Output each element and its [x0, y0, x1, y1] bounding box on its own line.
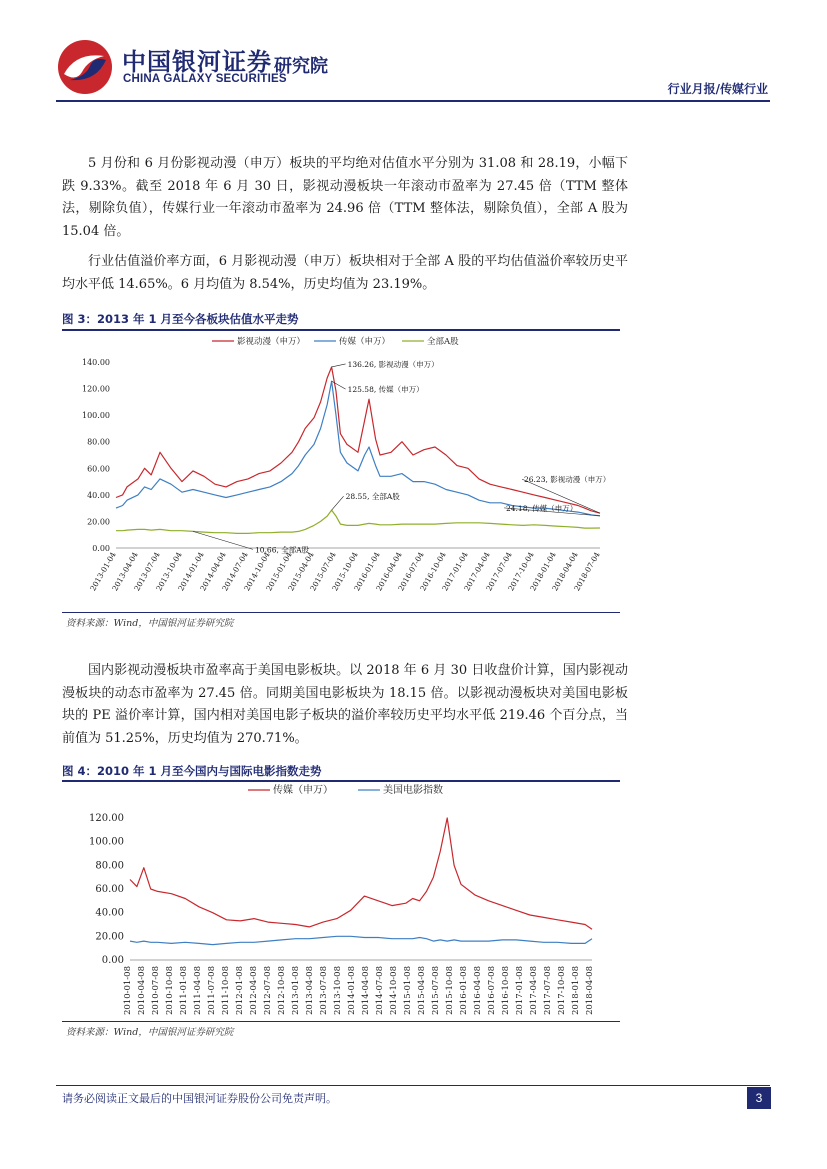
- figure4-source: 资料来源：Wind，中国银河证券研究院: [66, 1027, 234, 1038]
- x-tick-label: 2016-04-04: [374, 550, 404, 593]
- annotation-leader: [332, 496, 344, 510]
- page-number: 3: [747, 1087, 771, 1109]
- x-tick-label: 2018-04-04: [550, 550, 580, 593]
- report-category: 行业月报/传媒行业: [667, 82, 768, 96]
- paragraph-valuation: 5 月份和 6 月份影视动漫（申万）板块的平均绝对估值水平分别为 31.08 和 28.19，小幅下跌 9.33%。截至 2018 年 6 月 30 日，影视动漫板块一年滚动市盈率为 27.45 倍（TTM 整体法，剔除负值），传媒行业一年滚动市盈率为 24.96 倍（TTM 整体法，剔除负值），全部 A 股为 15.04 倍。: [62, 156, 628, 239]
- x-tick-label: 2015-04-04: [286, 550, 316, 593]
- x-tick-label: 2011-01-08: [179, 966, 189, 1016]
- legend-label: 全部A股: [427, 337, 459, 347]
- annotation-label: 26.23, 影视动漫（申万）: [524, 475, 611, 485]
- y-tick-label: 0.00: [92, 544, 110, 553]
- x-tick-label: 2013-01-04: [88, 550, 118, 593]
- x-tick-label: 2017-01-04: [440, 550, 470, 593]
- figure4-chart: [62, 782, 620, 1020]
- y-tick-label: 100.00: [89, 836, 124, 848]
- x-tick-label: 2013-10-04: [154, 550, 184, 593]
- legend-label: 影视动漫（申万）: [237, 337, 306, 347]
- galaxy-logo: [56, 38, 114, 96]
- x-tick-label: 2015-10-04: [330, 550, 360, 593]
- x-tick-label: 2011-07-08: [207, 966, 217, 1016]
- y-tick-label: 40.00: [95, 907, 124, 919]
- x-tick-label: 2017-04-04: [462, 550, 492, 593]
- x-tick-label: 2014-10-08: [389, 966, 399, 1016]
- annotation-label: 28.55, 全部A股: [345, 492, 400, 502]
- x-tick-label: 2017-04-08: [529, 966, 539, 1016]
- x-tick-label: 2013-01-08: [291, 966, 301, 1016]
- x-tick-label: 2016-07-04: [396, 550, 426, 593]
- x-tick-label: 2012-07-08: [263, 966, 273, 1016]
- annotation-label: 125.58, 传媒（申万）: [347, 385, 424, 395]
- y-tick-label: 80.00: [87, 437, 110, 447]
- x-tick-label: 2018-04-08: [585, 966, 595, 1016]
- footer-divider: [56, 1085, 770, 1086]
- annotation-leader: [193, 531, 253, 549]
- header-divider: [56, 100, 770, 102]
- y-tick-label: 80.00: [95, 860, 124, 872]
- x-tick-label: 2016-10-04: [418, 550, 448, 593]
- figure3-title: 图 3：2013 年 1 月至今各板块估值水平走势: [62, 312, 299, 326]
- annotation-label: 24.18, 传媒（申万）: [506, 503, 578, 513]
- x-tick-label: 2015-10-08: [445, 966, 455, 1016]
- x-tick-label: 2016-10-08: [501, 966, 511, 1016]
- brand-name-cn: 中国银河证券: [122, 48, 272, 76]
- x-tick-label: 2014-01-08: [347, 966, 357, 1016]
- x-tick-label: 2015-01-08: [403, 966, 413, 1016]
- x-tick-label: 2017-01-08: [515, 966, 525, 1016]
- x-tick-label: 2010-01-08: [123, 966, 133, 1016]
- y-tick-label: 0.00: [101, 955, 124, 966]
- x-tick-label: 2014-07-04: [220, 550, 250, 593]
- paragraph-premium: 行业估值溢价率方面，6 月影视动漫（申万）板块相对于全部 A 股的平均估值溢价率较历史平均水平低 14.65%。6 月均值为 8.54%，历史均值为 23.19%。: [62, 254, 628, 292]
- y-tick-label: 20.00: [95, 931, 124, 943]
- x-tick-label: 2014-07-08: [375, 966, 385, 1016]
- x-tick-label: 2016-01-04: [352, 550, 382, 593]
- x-tick-label: 2013-04-08: [305, 966, 315, 1016]
- series-line-0: [130, 818, 592, 929]
- series-line-2: [116, 510, 600, 533]
- x-tick-label: 2017-10-08: [557, 966, 567, 1016]
- figure3-bottom-rule: [62, 612, 620, 613]
- x-tick-label: 2011-04-08: [193, 966, 203, 1016]
- legend-label: 传媒（申万）: [273, 785, 333, 796]
- x-tick-label: 2016-04-08: [473, 966, 483, 1016]
- y-tick-label: 60.00: [87, 464, 110, 474]
- figure3-top-rule: [62, 329, 620, 331]
- y-tick-label: 100.00: [82, 411, 110, 421]
- brand-name-en: CHINA GALAXY SECURITIES: [123, 73, 287, 85]
- paragraph-us-comparison: 国内影视动漫板块市盈率高于美国电影板块。以 2018 年 6 月 30 日收盘价计算，国内影视动漫板块的动态市盈率为 27.45 倍。同期美国电影板块为 18.15 倍。以影视动漫板块对美国电影板块的 PE 溢价率计算，国内相对美国电影子板块的溢价率较历史平均水平低 219.46 个百分点，当前值为 51.25%，历史均值为 270.71%。: [62, 663, 628, 746]
- annotation-leader: [332, 381, 346, 389]
- x-tick-label: 2010-04-08: [137, 966, 147, 1016]
- x-tick-label: 2018-01-04: [528, 550, 558, 593]
- x-tick-label: 2012-10-08: [277, 966, 287, 1016]
- x-tick-label: 2013-10-08: [333, 966, 343, 1016]
- annotation-leader: [332, 364, 346, 367]
- y-tick-label: 60.00: [95, 884, 124, 895]
- y-tick-label: 120.00: [82, 384, 110, 394]
- y-tick-label: 140.00: [82, 358, 110, 367]
- annotation-label: 10.66, 全部A股: [255, 545, 310, 555]
- y-tick-label: 120.00: [89, 813, 124, 824]
- x-tick-label: 2015-07-08: [431, 966, 441, 1016]
- x-tick-label: 2018-07-04: [572, 550, 602, 593]
- legend-label: 传媒（申万）: [339, 337, 391, 347]
- x-tick-label: 2016-07-08: [487, 966, 497, 1016]
- x-tick-label: 2010-10-08: [165, 966, 175, 1016]
- x-tick-label: 2018-01-08: [571, 966, 581, 1016]
- y-tick-label: 40.00: [87, 490, 110, 500]
- legend-label: 美国电影指数: [383, 785, 443, 796]
- x-tick-label: 2010-07-08: [151, 966, 161, 1016]
- x-tick-label: 2013-04-04: [110, 550, 140, 593]
- x-tick-label: 2012-04-08: [249, 966, 259, 1016]
- x-tick-label: 2015-07-04: [308, 550, 338, 593]
- x-tick-label: 2013-07-08: [319, 966, 329, 1016]
- figure3-source: 资料来源：Wind，中国银河证券研究院: [66, 618, 234, 629]
- x-tick-label: 2015-04-08: [417, 966, 427, 1016]
- x-tick-label: 2016-01-08: [459, 966, 469, 1016]
- x-tick-label: 2012-01-08: [235, 966, 245, 1016]
- x-tick-label: 2011-10-08: [221, 966, 231, 1016]
- x-tick-label: 2014-10-04: [242, 550, 272, 593]
- y-tick-label: 20.00: [87, 517, 110, 527]
- research-institute-label: 研究院: [274, 56, 328, 77]
- x-tick-label: 2014-04-04: [198, 550, 228, 593]
- x-tick-label: 2015-01-04: [264, 550, 294, 593]
- series-line-1: [130, 936, 592, 944]
- x-tick-label: 2017-07-08: [543, 966, 553, 1016]
- disclaimer-notice: 请务必阅读正文最后的中国银河证券股份公司免责声明。: [62, 1092, 337, 1105]
- figure4-bottom-rule: [62, 1021, 620, 1022]
- x-tick-label: 2013-07-04: [132, 550, 162, 593]
- x-tick-label: 2014-04-08: [361, 966, 371, 1016]
- x-tick-label: 2014-01-04: [176, 550, 206, 593]
- x-tick-label: 2017-10-04: [506, 550, 536, 593]
- figure3-chart: [62, 332, 620, 610]
- x-tick-label: 2017-07-04: [484, 550, 514, 593]
- figure4-title: 图 4：2010 年 1 月至今国内与国际电影指数走势: [62, 764, 322, 778]
- annotation-label: 136.26, 影视动漫（申万）: [347, 359, 439, 369]
